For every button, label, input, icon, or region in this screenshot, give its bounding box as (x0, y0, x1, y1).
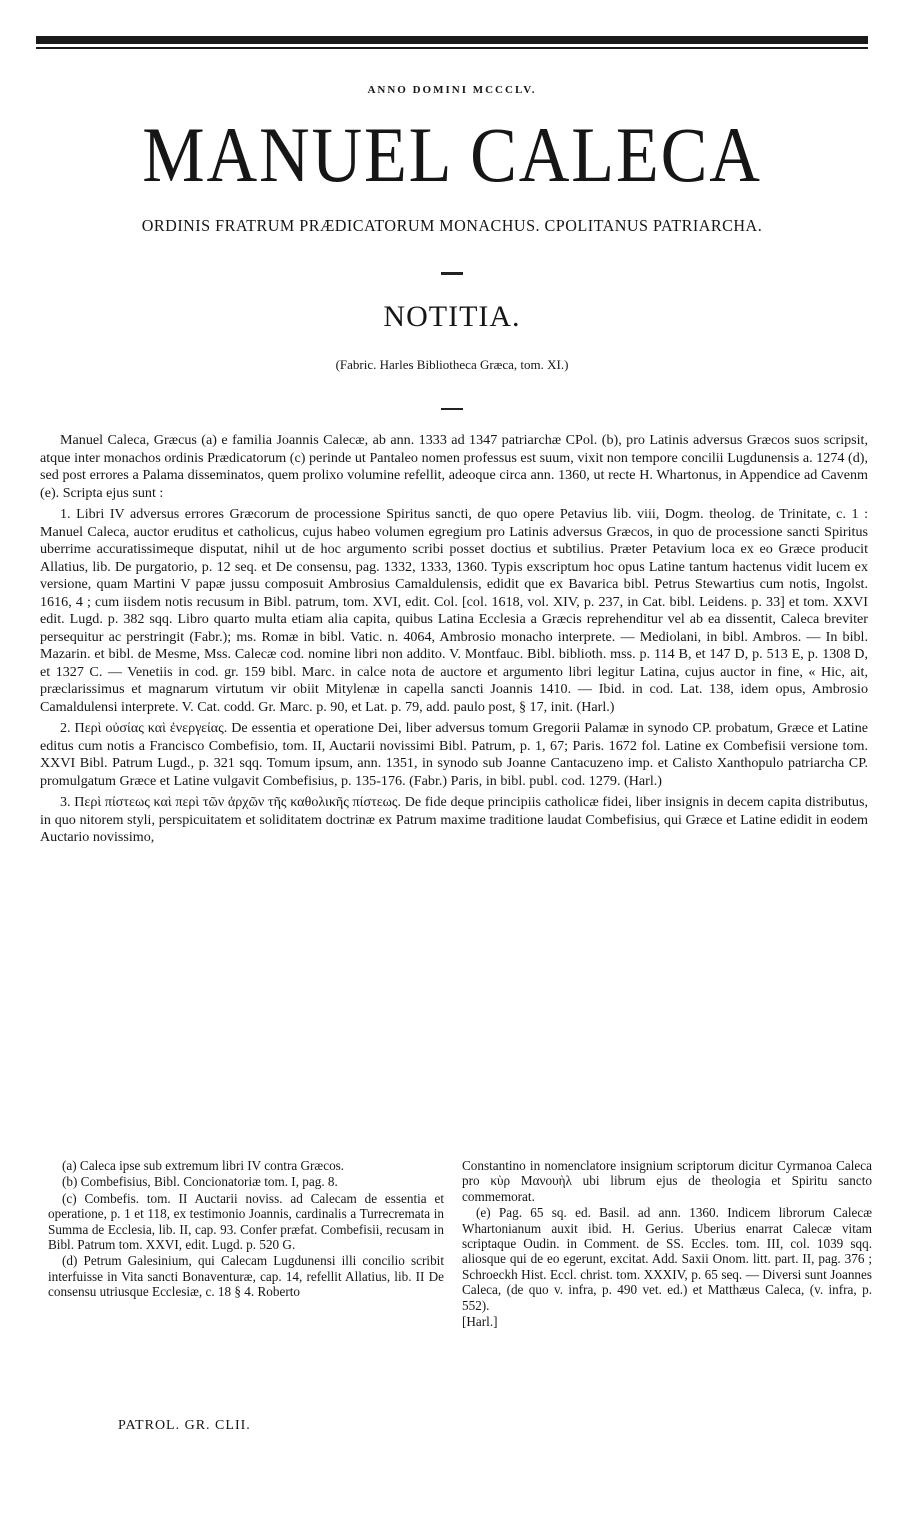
footnotes-left-column (48, 1158, 444, 1301)
footnote-editor: [Harl.] (462, 1314, 498, 1330)
item-2-paragraph: 2. Περὶ οὐσίας καὶ ἐνεργείας. De essentia et operatione Dei, liber adversus tomum Gregorii Palamæ in synodo CP. probatum, Græce et Latine editus cum notis a Francisco Combefisio, tom. II, Auctarii novissimi Bibl. Patrum, p. 1, 67; Paris. 1672 fol. Latine ex Combefisii versione tom. XXVI Bibl. Patrum Lugd., p. 321 sqq. Tomum ipsum, ann. 1351, in synodo sub Joanne Cantacuzeno imp. et Calisto Xanthopulo patriarcha CP. promulgatum Græce et Latine vulgavit Combefisius, p. 135-176. (Fabr.) Paris, in bibl. publ. cod. 1279. (Harl.) (40, 720, 868, 789)
section-title: NOTITIA. (383, 300, 521, 333)
separator-dash-2 (441, 408, 463, 410)
page-title: MANUEL CALECA (142, 111, 762, 198)
footnote-d: (d) Petrum Galesinium, qui Calecam Lugdunensi illi concilio scribit interfuisse in Vita sancti Bonaventuræ, cap. 14, refellit Allatius, lib. II De consensu utriusque Ecclesiæ, c. 18 § 4. Roberto (48, 1253, 444, 1300)
footnote-b: (b) Combefisius, Bibl. Concionatoriæ tom. I, pag. 8. (62, 1174, 338, 1190)
signature-mark: PATROL. GR. CLII. (118, 1418, 251, 1433)
footnote-a: (a) Caleca ipse sub extremum libri IV contra Græcos. (62, 1158, 345, 1173)
intro-paragraph: Manuel Caleca, Græcus (a) e familia Joannis Calecæ, ab ann. 1333 ad 1347 patriarchæ CPol. (b), pro Latinis adversus Græcos suos scripsit, atque inter monachos ordinis Prædicatorum (c) perinde ut Pantaleo nomen professus est suum, vixit non tempore concilii Lugdunensis a. 1274 (d), sed post errores a Palama disseminatos, quem prolixo volumine refellit, adeoque circa ann. 1360, ut recte H. Whartonus, in Appendice ad Cavenm (e). Scripta ejus sunt : (40, 432, 868, 501)
source-citation: (Fabric. Harles Bibliotheca Græca, tom. XI.) (335, 357, 569, 372)
item-3-paragraph: 3. Περὶ πίστεως καὶ περὶ τῶν ἀρχῶν τῆς καθολικῆς πίστεως. De fide deque principiis catholicæ fidei, liber insignis in decem capita distributus, in quo nitorem styli, perspicuitatem et soliditatem doctrinæ ex Patrum maxime traditione laudat Combefisius, qui Græce et Latine edidit in eodem Auctario novissimo, (40, 794, 868, 845)
footnote-d-continued: Constantino in nomenclatore insignium scriptorum dicitur Cyrmanoa Caleca pro κὺρ Μανουὴλ ubi librum ejus de theologia et Spiritu sancto commemorat. (462, 1158, 872, 1204)
item-1-paragraph: 1. Libri IV adversus errores Græcorum de processione Spiritus sancti, de quo opere Petavius lib. viii, Dogm. theolog. de Trinitate, c. 1 : Manuel Caleca, auctor eruditus et catholicus, cujus habeo volumen egregium pro Latinis adversus Græcos, in quo de processione sancti Spiritus uberrime accuratissimeque disputat, nihil ut de hoc argumento scribi posset doctius et subtilius. Præter Petavium loca ex eo Græce producit Allatius, lib. De purgatorio, p. 12 seq. et De consensu, pag. 1332, 1333, 1360. Typis exscriptum hoc opus Latine tantum hactenus vidit lucem ex versione, quam Martini V papæ jussu composuit Ambrosius Camaldulensis, edidit que ex Bavarica bibl. Petrus Stewartius cum notis, Ingolst. 1616, 4 ; cum iisdem notis recusum in Bibl. patrum, tom. XVI, edit. Col. [col. 1618, vol. XIV, p. 237, in Cat. bibl. Leidens. p. 33] et tom. XXVI edit. Lugd. p. 382 sqq. Libro quarto multa etiam alia capita, quibus Latina Ecclesia a Græcis reprehenditur vel ab ea dissentit, Caleca breviter persequitur ac perstringit (Fabr.); ms. Romæ in bibl. Vatic. n. 4064, Ambrosio monacho interprete. — Mediolani, in bibl. Ambros. — In bibl. Mazarin. et bibl. de Mesme, Mss. Calecæ cod. nomine libri non addito. V. Montfauc. Bibl. biblioth. mss. p. 114 B, et 147 D, p. 513 E, p. 1308 D, et 1327 C. — Venetiis in cod. gr. 159 bibl. Marc. in calce nota de auctore et argumento libri legitur Latina, cujus auctor in fine, « Hic, ait, præclarissimus et magnarum virtutum vir obiit Mitylenæ in capella sancti Joannis 1410. — Ibid. in cod. Lat. 138, idem opus, Ambrosio Camaldulensi interprete. V. Cat. codd. Gr. Marc. p. 90, et Lat. p. 79, add. paulo post, § 17, init. (Harl.) (40, 506, 868, 715)
footnote-c: (c) Combefis. tom. II Auctarii noviss. ad Calecam de essentia et operatione, p. 1 et 118, ex testimonio Joannis, cardinalis a Turrecremata in Summa de Ecclesia, lib. II, cap. 93. Confer præfat. Combefisii, recusam in Bibl. Patrum tom. XXVI, edit. Lugd. p. 520 G. (48, 1190, 444, 1253)
top-rule (36, 36, 868, 44)
top-rule-thin (36, 47, 868, 49)
main-text (40, 432, 868, 847)
year-line: ANNO DOMINI MCCCLV. (367, 84, 537, 96)
author-subtitle: ORDINIS FRATRUM PRÆDICATORUM MONACHUS. CPOLITANUS PATRIARCHA. (141, 216, 763, 235)
footnote-e: (e) Pag. 65 sq. ed. Basil. ad ann. 1360. Indicem librorum Calecæ Whartonianum auxit ibid. H. Gerius. Uberius enarrat Calecæ vitam scriptaque Oudin. in Comment. de SS. Eccles. tom. III, col. 1039 sqq. aliosque qui de eo egerunt, excitat. Add. Saxii Onom. litt. part. II, pag. 376 ; Schroeckh Hist. Eccl. christ. tom. XXXIV, p. 65 seq. — Diversi sunt Joannes Caleca, (de quo v. infra, p. 490 vet. ed.) et Matthæus Caleca, (v. infra, p. 552). (462, 1205, 872, 1313)
footnotes-right-column (462, 1158, 872, 1330)
separator-dash (441, 272, 463, 275)
